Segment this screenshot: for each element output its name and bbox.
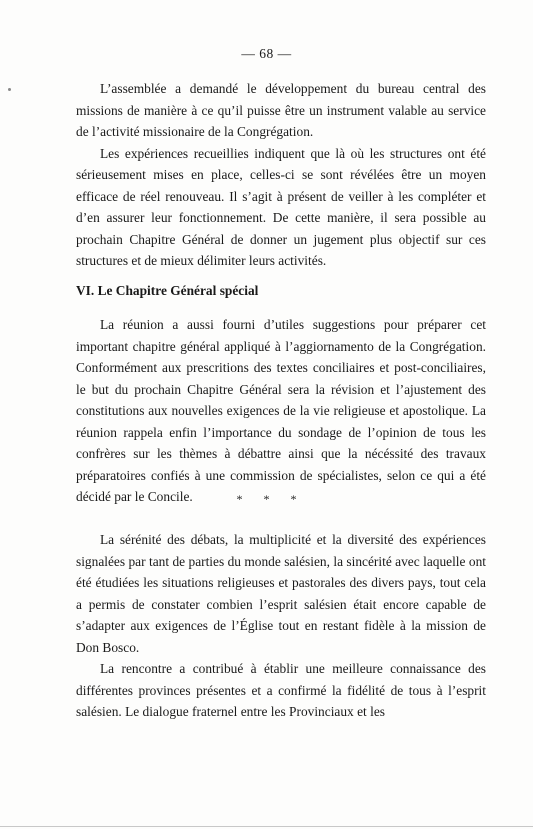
paragraph-chapitre-1: La réunion a aussi fourni d’utiles suggestions pour préparer cet important chapitre général appliqué à l’aggiornamento de la Congrégation. Conformément aux prescritions des textes conciliaires et post-conciliaires, le but du prochain Chapitre Général sera la révision et l’ajustement des constitutions aux nouvelles exigences de la vie religieuse et apostolique. La réunion rappela enfin l’importance du sondage de l’opinion de tous les confrères sur les thèmes à débattre ainsi que la nécéssité des travaux préparatoires confiés à une commission de spécialistes, selon ce qui a été décidé par le Concile. xyxy=(76,317,486,504)
paragraph-missions-1: L’assemblée a demandé le développement du bureau central des missions de manière à ce qu’il puisse être un instrument valable au service de l’activité missionaire de la Congrégation. xyxy=(76,81,486,139)
asterism-separator: * * * xyxy=(236,492,306,506)
paragraph-conclusion-1: La sérénité des débats, la multiplicité et la diversité des expériences signalées par tant de parties du monde salésien, la sincérité avec laquelle ont été étudiées les situations religieuses et pastorales des divers pays, tout cela a permis de constater combien l’esprit salésien était encore capable de s’adapter aux exigences de l’Église tout en restant fidèle à la mission de Don Bosco. xyxy=(76,532,486,655)
paragraph-missions-2: Les expériences recueillies indiquent que là où les structures ont été sérieusement mises en place, celles-ci se sont révélées être un moyen efficace de réel renouveau. Il s’agit à présent de veiller à les compléter et d’en assurer leur fonctionnement. De cette manière, il sera possible au prochain Chapitre Général de donner un jugement plus objectif sur ces structures et de mieux délimiter leurs activités. xyxy=(76,145,486,268)
paragraph-conclusion-2: La rencontre a contribué à établir une meilleure connaissance des différentes provinces présentes et a confirmé la fidélité de tous à l’esprit salésien. Le dialogue fraternel entre les Provinciaux et les xyxy=(76,661,486,719)
page-number: — 68 — xyxy=(241,46,292,61)
bottom-edge-rule xyxy=(0,826,533,827)
section-missions xyxy=(76,78,486,272)
section-conclusion xyxy=(76,529,486,723)
margin-mark xyxy=(8,88,11,91)
section-heading-chapitre: VI. Le Chapitre Général spécial xyxy=(76,283,259,298)
section-chapitre xyxy=(76,314,486,508)
